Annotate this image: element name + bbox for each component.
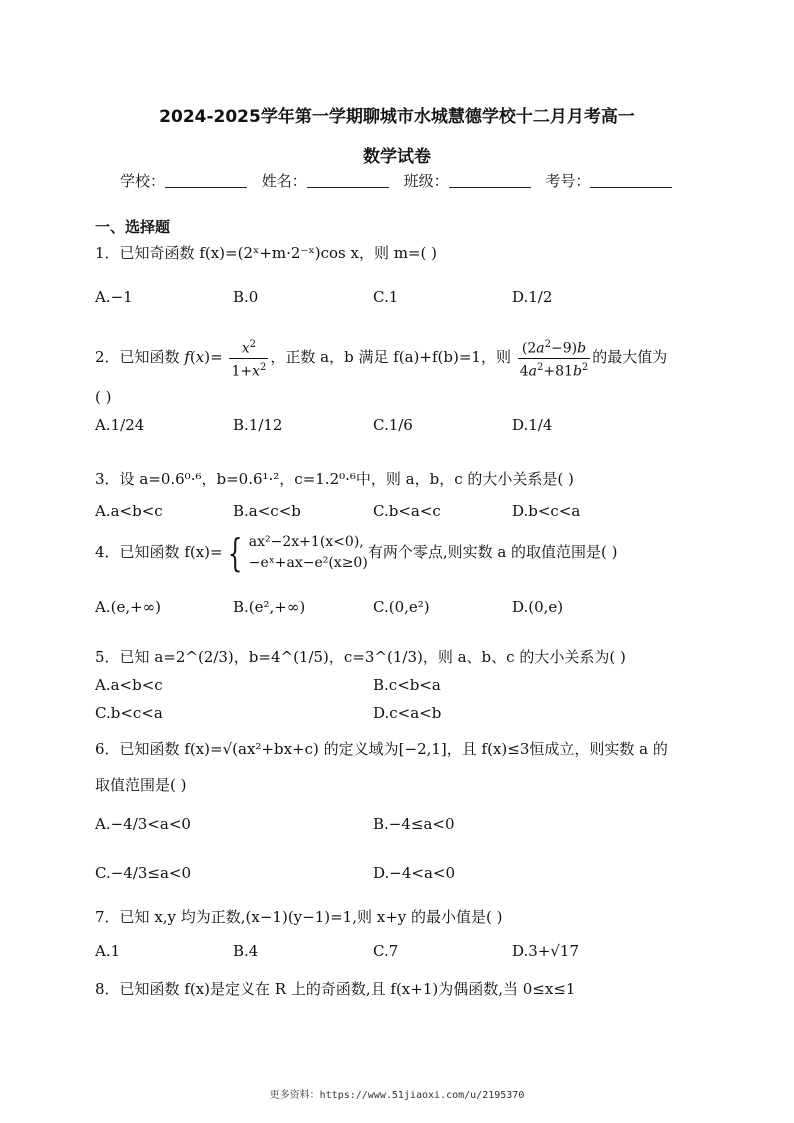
q2-option-c: C.1/6 bbox=[373, 416, 413, 434]
question-text: 已知函数 f(x)是定义在 R 上的奇函数,且 f(x+1)为偶函数,当 0≤x≤1 bbox=[119, 980, 576, 998]
question-number: 7． bbox=[95, 908, 120, 926]
case-1: ax²−2x+1(x<0), bbox=[248, 534, 364, 550]
question-text: ，正数 a，b 满足 f(a)+f(b)=1，则 bbox=[270, 348, 511, 367]
question-6 bbox=[95, 738, 668, 759]
q3-option-a: A.a<b<c bbox=[95, 502, 163, 520]
question-text: 有两个零点,则实数 a 的取值范围是( ) bbox=[367, 543, 618, 561]
question-4 bbox=[95, 532, 618, 574]
question-number: 5． bbox=[95, 648, 120, 666]
fraction: $\frac{x^2}{1+x^2}$ bbox=[229, 336, 268, 380]
q5-option-a: A.a<b<c bbox=[95, 676, 163, 694]
section-heading: 一、选择题 bbox=[95, 218, 171, 236]
q2-option-b: B.1/12 bbox=[233, 416, 283, 434]
q7-option-c: C.7 bbox=[373, 942, 399, 960]
question-number: 4． bbox=[95, 543, 120, 561]
question-text: 1． bbox=[95, 244, 120, 262]
q7-option-b: B.4 bbox=[233, 942, 259, 960]
q4-option-b: B.(e²,+∞) bbox=[233, 598, 306, 616]
q5-option-b: B.c<b<a bbox=[373, 676, 441, 694]
question-number: 8． bbox=[95, 980, 120, 998]
q1-option-a: A.−1 bbox=[95, 288, 133, 306]
question-6-line2: 取值范围是( ) bbox=[95, 776, 187, 794]
class-label: 班级： bbox=[403, 172, 449, 190]
student-info-row bbox=[120, 170, 682, 191]
school-blank bbox=[165, 173, 247, 188]
exam-no-blank bbox=[590, 173, 672, 188]
question-text: 已知函数 bbox=[119, 348, 180, 367]
question-number: 6． bbox=[95, 740, 120, 758]
fraction: $\frac{(2a^2-9)b}{4a^2+81b^2}$ bbox=[518, 336, 591, 380]
q2-option-d: D.1/4 bbox=[512, 416, 553, 434]
question-text: 已知 x,y 均为正数,(x−1)(y−1)=1,则 x+y 的最小值是( ) bbox=[119, 908, 503, 926]
q6-option-b: B.−4≤a<0 bbox=[373, 815, 455, 833]
q4-option-a: A.(e,+∞) bbox=[95, 598, 162, 616]
question-text: 已知奇函数 f(x)=(2ˣ+m·2⁻ˣ)cos x，则 m=( ) bbox=[119, 244, 437, 262]
question-text: 已知 a=2^(2/3)，b=4^(1/5)，c=3^(1/3)，则 a、b、c 的大小关系为( ) bbox=[119, 648, 626, 666]
q2-option-a: A.1/24 bbox=[95, 416, 145, 434]
question-2: 2．已知函数 f(x)= $\frac{x^2}{1+x^2}$ ，正数 a，b 满足 f(a)+f(b)=1，则 $\frac{(2a^2-9)b}{4a^2+81b^2}$ 的最大值为 bbox=[95, 336, 667, 380]
q7-option-a: A.1 bbox=[95, 942, 121, 960]
q4-option-c: C.(0,e²) bbox=[373, 598, 430, 616]
name-label: 姓名： bbox=[261, 172, 307, 190]
q1-option-d: D.1/2 bbox=[512, 288, 553, 306]
piecewise-cases bbox=[249, 532, 368, 574]
q6-option-c: C.−4/3≤a<0 bbox=[95, 864, 192, 882]
question-1 bbox=[95, 242, 437, 263]
question-7 bbox=[95, 906, 503, 927]
q4-option-d: D.(0,e) bbox=[512, 598, 564, 616]
class-blank bbox=[449, 173, 531, 188]
question-text: 的最大值为 bbox=[592, 348, 668, 367]
question-5 bbox=[95, 646, 626, 667]
q5-option-d: D.c<a<b bbox=[373, 704, 442, 722]
q6-option-d: D.−4<a<0 bbox=[373, 864, 455, 882]
q5-option-c: C.b<c<a bbox=[95, 704, 163, 722]
question-text: 设 a=0.6⁰·⁶，b=0.6¹·²，c=1.2⁰·⁶中，则 a，b，c 的大小关系是( ) bbox=[119, 470, 574, 488]
q1-option-c: C.1 bbox=[373, 288, 399, 306]
exam-title-line1: 2024-2025学年第一学期聊城市水城慧德学校十二月月考高一 bbox=[159, 107, 635, 127]
name-blank bbox=[307, 173, 389, 188]
brace: { bbox=[227, 531, 242, 575]
question-text: 已知函数 f(x)= bbox=[119, 543, 223, 561]
case-2: −eˣ+ax−e²(x≥0) bbox=[248, 555, 368, 571]
function-expr: f bbox=[184, 348, 190, 367]
school-label: 学校： bbox=[120, 172, 166, 190]
q3-option-d: D.b<c<a bbox=[512, 502, 581, 520]
q7-option-d: D.3+√17 bbox=[512, 942, 580, 960]
q3-option-c: C.b<a<c bbox=[373, 502, 441, 520]
exam-no-label: 考号： bbox=[545, 172, 591, 190]
question-text: 已知函数 f(x)=√(ax²+bx+c) 的定义域为[−2,1]，且 f(x)≤3恒成立，则实数 a 的 bbox=[119, 740, 668, 758]
question-3 bbox=[95, 468, 574, 489]
exam-title-line2: 数学试卷 bbox=[363, 147, 431, 167]
footer-link[interactable]: 更多资料：https://www.51jiaoxi.com/u/2195370 bbox=[269, 1090, 525, 1101]
question-8 bbox=[95, 978, 575, 999]
q6-option-a: A.−4/3<a<0 bbox=[95, 815, 191, 833]
q1-option-b: B.0 bbox=[233, 288, 259, 306]
q3-option-b: B.a<c<b bbox=[233, 502, 301, 520]
question-2-paren: ( ) bbox=[95, 388, 112, 406]
question-number: 3． bbox=[95, 470, 120, 488]
question-number: 2． bbox=[95, 348, 120, 367]
